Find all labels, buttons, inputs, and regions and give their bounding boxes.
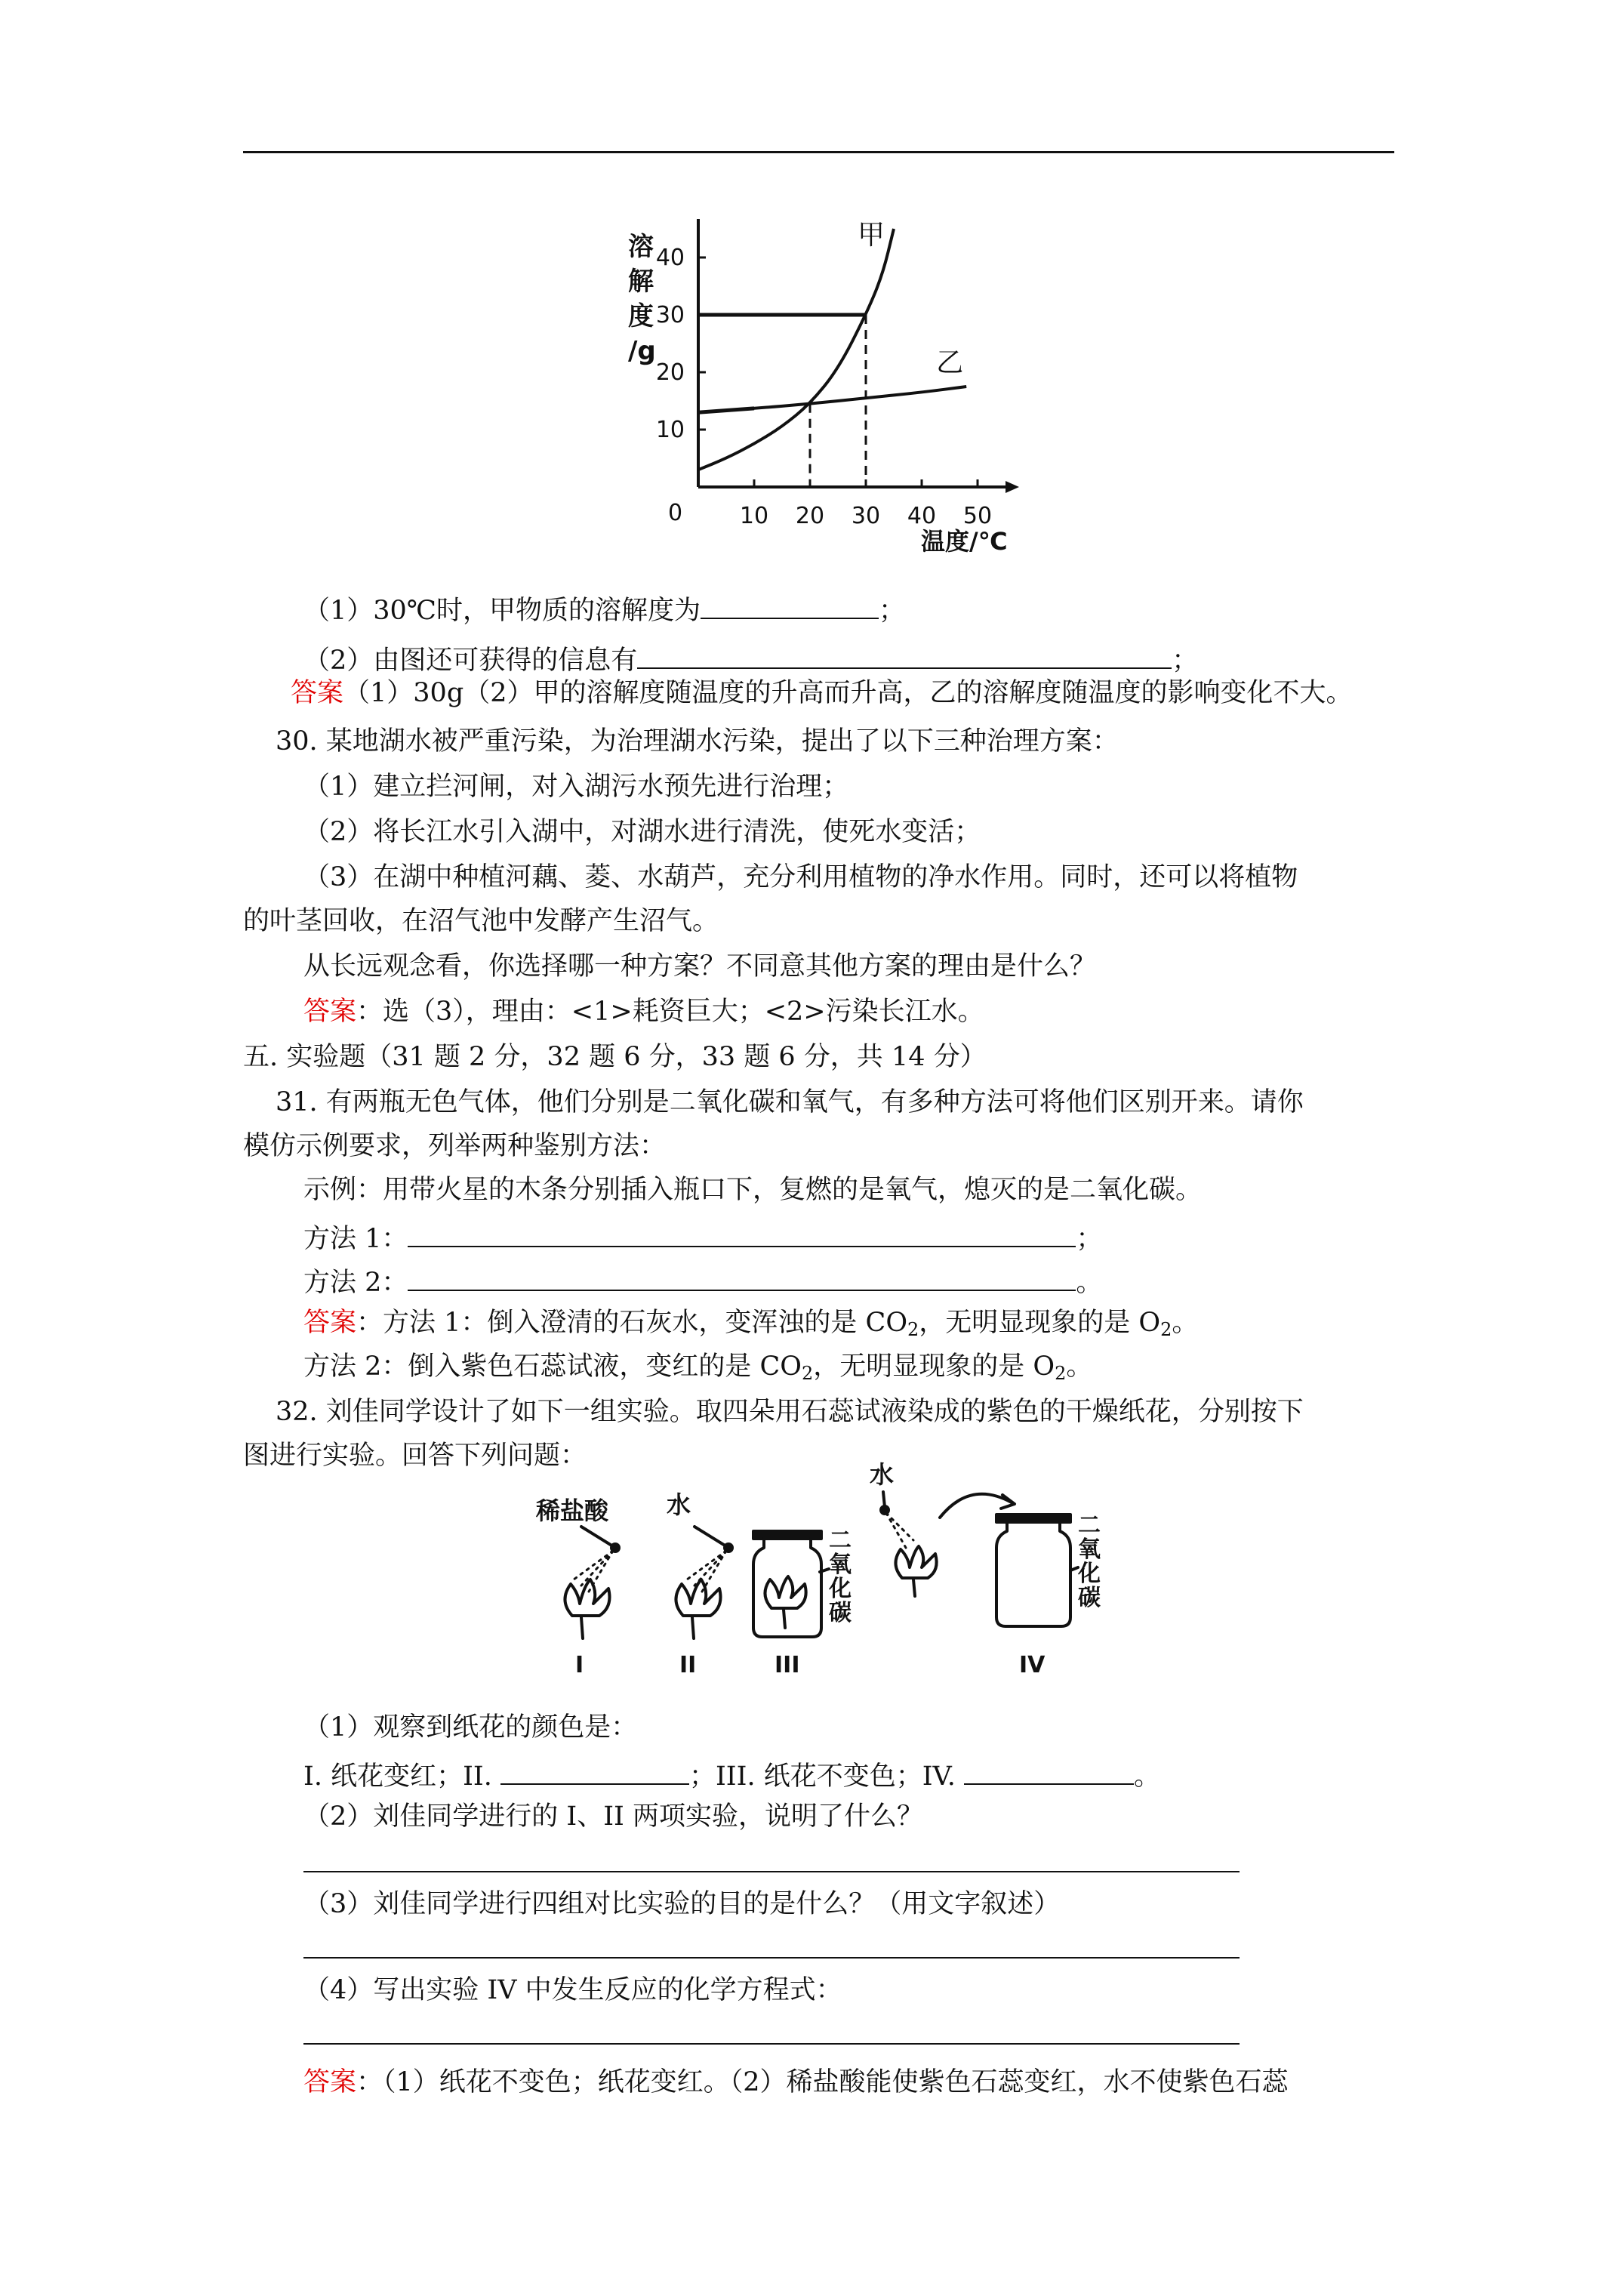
q29-answer: 答案（1）30g（2）甲的溶解度随温度的升高而升高，乙的溶解度随温度的影响变化不大。 <box>291 678 1353 708</box>
svg-text:氧: 氧 <box>829 1552 852 1578</box>
q32-part2: （2）刘佳同学进行的 I、II 两项实验，说明了什么？ <box>303 1801 923 1832</box>
x-tick-label: 40 <box>907 503 937 529</box>
q30-option3a: （3）在湖中种植河藕、菱、水葫芦，充分利用植物的净水作用。同时，还可以将植物 <box>303 862 1298 892</box>
experiment-figure <box>528 1457 1102 1676</box>
co2-jar-4 <box>996 1515 1070 1626</box>
svg-text:化: 化 <box>829 1576 852 1602</box>
q31-method2: 方法 2： 。 <box>303 1262 1102 1299</box>
y-tick-label: 40 <box>655 245 685 271</box>
label-i: I <box>575 1652 584 1676</box>
paper-flower-4 <box>895 1546 936 1596</box>
y-axis-label-char: 溶 <box>628 232 654 262</box>
q32-part1-answers: I. 纸花变红；II. ；III. 纸花不变色；IV. 。 <box>303 1756 1160 1793</box>
y-tick-label: 20 <box>655 359 685 386</box>
q30-option2: （2）将长江水引入湖中，对湖水进行清洗，使死水变活； <box>303 817 981 847</box>
label-iv: IV <box>1019 1652 1046 1676</box>
q32-answer: 答案：（1）纸花不变色；纸花变红。（2）稀盐酸能使紫色石蕊变红，水不使紫色石蕊 <box>303 2067 1289 2097</box>
q31-stem-b: 模仿示例要求，列举两种鉴别方法： <box>243 1131 667 1161</box>
q30-stem: 30. 某地湖水被严重污染，为治理湖水污染，提出了以下三种治理方案： <box>276 726 1119 757</box>
q30-option3b: 的叶茎回收，在沼气池中发酵产生沼气。 <box>243 906 719 936</box>
series-label-1: 甲 <box>858 220 885 251</box>
q32-stem-a: 32. 刘佳同学设计了如下一组实验。取四朵用石蕊试液染成的紫色的干燥纸花，分别按下 <box>276 1397 1304 1427</box>
q31-example: 示例：用带火星的木条分别插入瓶口下，复燃的是氧气，熄灭的是二氧化碳。 <box>303 1175 1203 1205</box>
co2-text-3 <box>828 1527 852 1626</box>
water-label-4: 水 <box>870 1460 895 1489</box>
q31-blank2[interactable] <box>408 1262 1076 1291</box>
co2-jar-3 <box>753 1531 821 1637</box>
header-rule <box>243 151 1394 153</box>
water-label-2: 水 <box>667 1490 691 1519</box>
y-tick-label: 30 <box>655 302 685 328</box>
x-axis-arrow <box>1006 481 1019 493</box>
q32-stem-b: 图进行实验。回答下列问题： <box>243 1441 587 1471</box>
paper-flower-1 <box>565 1579 609 1638</box>
x-tick-label: 10 <box>739 503 769 529</box>
acid-label: 稀盐酸 <box>536 1496 609 1525</box>
q31-stem-a: 31. 有两瓶无色气体，他们分别是二氧化碳和氧气，有多种方法可将他们区别开来。请你 <box>276 1087 1304 1117</box>
x-axis-label: 温度/℃ <box>921 527 1008 556</box>
label-ii: II <box>679 1652 697 1676</box>
q29-part2: （2）由图还可获得的信息有 ； <box>303 640 1198 677</box>
svg-text:化: 化 <box>1078 1561 1101 1587</box>
series-line-1 <box>698 229 894 470</box>
q31-answer2: 方法 2：倒入紫色石蕊试液，变红的是 $CO_2$，无明显现象的是 $O_2$。 <box>303 1351 1093 1384</box>
y-axis-label-char: 解 <box>628 267 654 297</box>
q32-blank-ii[interactable] <box>500 1756 689 1785</box>
q29-blank1[interactable] <box>701 590 879 619</box>
q31-method1: 方法 1： ； <box>303 1219 1102 1256</box>
q32-part1: （1）观察到纸花的颜色是： <box>303 1712 638 1743</box>
q29-blank2[interactable] <box>637 640 1172 669</box>
q32-blank-iv[interactable] <box>964 1756 1134 1785</box>
q31-blank1[interactable] <box>408 1219 1076 1247</box>
q32-answer-line3[interactable] <box>303 1957 1240 1959</box>
q30-option1: （1）建立拦河闸，对入湖污水预先进行治理； <box>303 772 849 802</box>
svg-text:二: 二 <box>1078 1512 1101 1539</box>
q32-part3: （3）刘佳同学进行四组对比实验的目的是什么？（用文字叙述） <box>303 1889 1061 1919</box>
q32-answer-line4[interactable] <box>303 2043 1240 2045</box>
section-5-heading: 五. 实验题（31 题 2 分，32 题 6 分，33 题 6 分，共 14 分） <box>243 1042 987 1072</box>
q32-part4: （4）写出实验 IV 中发生反应的化学方程式： <box>303 1975 842 2005</box>
svg-text:氧: 氧 <box>1078 1536 1101 1563</box>
x-tick-label: 30 <box>851 503 881 529</box>
y-tick-label: 10 <box>655 417 685 443</box>
series-2-start-stub <box>698 408 754 412</box>
x-tick-label: 20 <box>795 503 825 529</box>
q29-part1: （1）30℃时，甲物质的溶解度为 ； <box>303 590 905 627</box>
label-iii: III <box>775 1652 800 1676</box>
svg-text:碳: 碳 <box>1078 1585 1101 1611</box>
q32-answer-line2[interactable] <box>303 1871 1240 1872</box>
co2-text-4 <box>1077 1512 1101 1611</box>
origin-label: 0 <box>668 500 683 526</box>
q30-ask: 从长远观念看，你选择哪一种方案？不同意其他方案的理由是什么？ <box>303 951 1097 982</box>
solubility-chart <box>596 219 1019 566</box>
q30-answer: 答案：选（3），理由：<1>耗资巨大；<2>污染长江水。 <box>303 997 984 1027</box>
x-tick-label: 50 <box>962 503 993 529</box>
svg-text:二: 二 <box>829 1527 852 1554</box>
series-label-2: 乙 <box>936 347 964 378</box>
svg-text:碳: 碳 <box>829 1600 852 1626</box>
y-axis-label-char: /g <box>628 336 656 366</box>
y-axis-label-char: 度 <box>628 301 654 331</box>
q31-answer1: 答案：方法 1：倒入澄清的石灰水，变浑浊的是 $CO_2$，无明显现象的是 $O_2$。 <box>303 1308 1199 1340</box>
paper-flower-2 <box>676 1579 720 1638</box>
